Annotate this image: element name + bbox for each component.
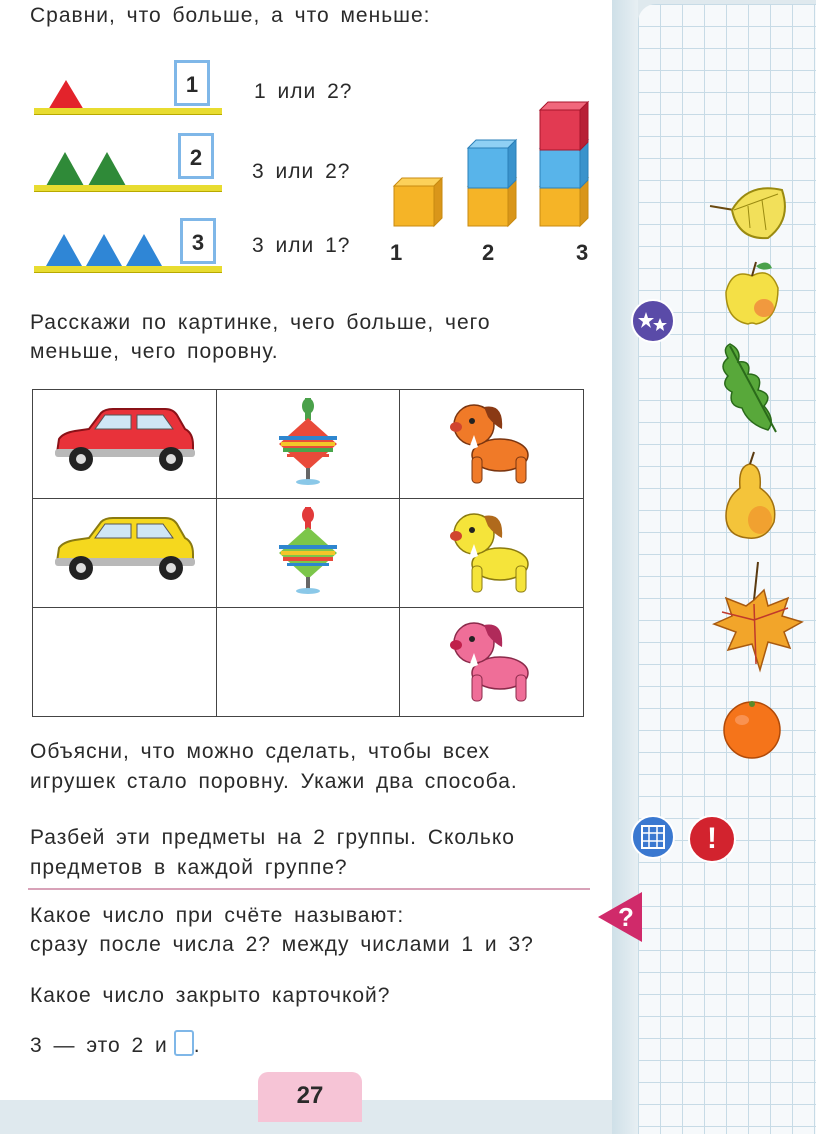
table-row xyxy=(33,390,584,499)
equation-text: 3 — это 2 и xyxy=(30,1034,168,1057)
task3-line1: Объясни, что можно сделать, чтобы всех xyxy=(30,740,491,763)
number-card-1: 1 xyxy=(174,60,210,106)
blue-triangles xyxy=(44,232,170,268)
task4-line1: Разбей эти предметы на 2 группы. Сколько xyxy=(30,826,515,849)
shelf-2 xyxy=(34,185,222,192)
table-cell xyxy=(216,608,400,717)
pear-icon xyxy=(720,450,782,542)
table-cell xyxy=(400,608,584,717)
apple-icon xyxy=(722,258,782,328)
spinning-top-icon xyxy=(273,396,343,488)
orange-icon xyxy=(720,696,784,760)
task2-line2: меньше, чего поровну. xyxy=(30,340,279,363)
yellow-dog xyxy=(444,504,540,598)
task5-line1: Какое число при счёте называют: xyxy=(30,904,405,927)
orange-dog xyxy=(444,395,540,489)
table-cell xyxy=(33,608,217,717)
pink-dog xyxy=(444,613,540,707)
table-cell xyxy=(216,390,400,499)
section-divider xyxy=(28,888,590,890)
table-cell xyxy=(400,390,584,499)
task1-heading: Сравни, что больше, а что меньше: xyxy=(30,4,431,27)
task5-line2: сразу после числа 2? между числами 1 и 3? xyxy=(30,933,534,956)
table-cell xyxy=(216,499,400,608)
tower-label-1: 1 xyxy=(390,240,403,265)
page-number: 27 xyxy=(258,1072,362,1122)
oak-leaf-icon xyxy=(718,340,780,434)
red-triangle xyxy=(46,78,86,112)
question-1: 1 или 2? xyxy=(254,80,353,103)
tower-label-2: 2 xyxy=(482,240,495,265)
cube-towers xyxy=(390,100,600,236)
table-row xyxy=(33,499,584,608)
task3-line2: игрушек стало поровну. Укажи два способа. xyxy=(30,770,518,793)
question-2: 3 или 2? xyxy=(252,160,351,183)
task4-line2: предметов в каждой группе? xyxy=(30,856,348,879)
task6-equation xyxy=(30,1030,201,1058)
stars-badge-icon xyxy=(630,298,676,344)
spinning-top-icon xyxy=(273,505,343,597)
answer-card xyxy=(174,1030,194,1056)
table-row xyxy=(33,608,584,717)
task6-heading: Какое число закрыто карточкой? xyxy=(30,984,391,1007)
birch-leaf-icon xyxy=(708,180,794,246)
equation-period: . xyxy=(193,1034,201,1057)
shelf-3 xyxy=(34,266,222,273)
question-3: 3 или 1? xyxy=(252,234,351,257)
number-card-3: 3 xyxy=(180,218,216,264)
question-badge-icon xyxy=(596,890,644,944)
grid-badge-icon xyxy=(630,814,676,860)
toys-table xyxy=(32,389,584,717)
table-cell xyxy=(33,499,217,608)
table-cell xyxy=(400,499,584,608)
yellow-car xyxy=(51,516,197,586)
number-card-2: 2 xyxy=(178,133,214,179)
red-car xyxy=(51,407,197,477)
table-cell xyxy=(33,390,217,499)
shelf-1 xyxy=(34,108,222,115)
exclamation-badge-icon: ! xyxy=(688,815,736,863)
green-triangles xyxy=(44,150,130,188)
tower-label-3: 3 xyxy=(576,240,589,265)
maple-leaf-icon xyxy=(708,560,806,674)
question-badge-text: ? xyxy=(618,902,634,932)
task2-line1: Расскажи по картинке, чего больше, чего xyxy=(30,311,491,334)
page-margin xyxy=(612,0,638,1134)
